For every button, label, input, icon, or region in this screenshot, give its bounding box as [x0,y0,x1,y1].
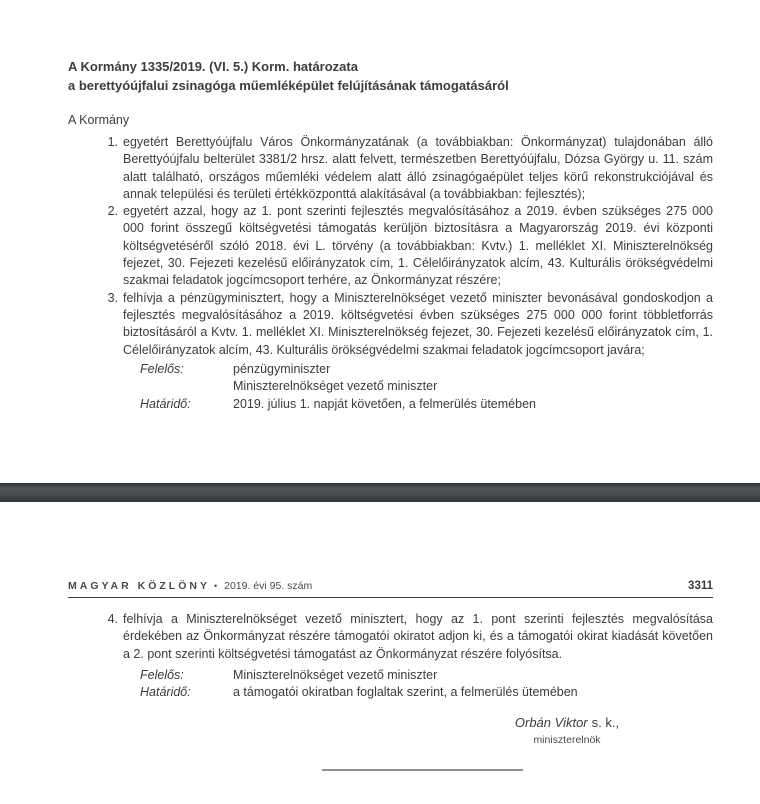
responsible-row [140,361,713,379]
list-item [68,203,713,289]
decree-item-list [68,134,713,359]
item-text: felhívja a pénzügyminisztert, hogy a Miniszterelnökséget vezető miniszter bevonásával gondoskodjon a fejlesztés megvalósításához a 2019. költségvetési évben szükséges 275 000 000 forint többletforrás biztosításáról a Kvtv. 1. melléklet XI. Miniszterelnökség fejezet, 30. Fejezeti kezelésű előirányzatok cím, 1. Célelőirányzatok alcím, 43. Kulturális örökségvédelmi szakmai feladatok jogcímcsoport javára; [123,290,713,357]
signature-suffix: s. k., [591,714,620,730]
responsibility-block [140,361,713,414]
decree-title-line1: A Kormány 1335/2019. (VI. 5.) Korm. határozata [68,59,358,74]
responsible-value: Miniszterelnökséget vezető miniszter [233,667,438,682]
list-item [68,611,713,663]
signature-line [437,715,697,730]
responsibility-block [140,667,713,702]
bullet-separator: • [213,581,218,591]
deadline-label: Határidő: [140,396,191,411]
section-end-divider [322,769,523,771]
item-number: 3. [107,290,118,305]
document-page-2 [0,502,760,804]
list-item [68,134,713,203]
deadline-value: 2019. július 1. napját követően, a felmerülés ütemében [233,396,536,411]
item-number: 1. [107,135,118,149]
item-text: felhívja a Miniszterelnökséget vezető minisztert, hogy az 1. pont szerinti fejlesztés megvalósítása érdekében az Önkormányzat részére támogatói okiratot adjon ki, és a támogatói okirat kiadását követően a 2. pont szerinti költségvetési támogatást az Önkormányzat részére folyósítsa. [123,612,713,661]
responsible-row [140,378,713,396]
deadline-label: Határidő: [140,685,191,700]
signature-block [437,715,697,746]
decree-title [68,57,713,95]
journal-header [68,580,713,598]
journal-name: MAGYAR KÖZLÖNY [68,580,210,592]
item-text: egyetért Berettyóújfalu Város Önkormányzatának (a továbbiakban: Önkormányzat) tulajdonában álló Berettyóújfalu belterület 3381/2 hrsz. alatt felvett, természetben Berettyóújfalu, Dózsa György u. 11. szám alatt található, országos műemléki védelem alatt álló zsinagógaépület teljes körű rekonstrukciójával és annak települési és területi értékközponttá alakításával (a továbbiakban: fejlesztés); [123,135,713,201]
signature-title: miniszterelnök [533,733,601,746]
signature-name: Orbán Viktor [514,714,588,730]
list-item [68,290,713,359]
item-number: 4. [107,612,118,626]
intro-text: A Kormány [68,113,130,127]
deadline-value: a támogatói okiratban foglaltak szerint, a felmerülés ütemében [233,685,578,700]
responsible-label-empty [140,378,233,396]
decree-title-line2: a berettyóújfalui zsinagóga műemléképület felújításának támogatásáról [68,78,509,93]
responsible-value: Miniszterelnökséget vezető miniszter [233,379,438,394]
issue-label: 2019. évi 95. szám [224,580,313,592]
page-number: 3311 [688,580,713,592]
deadline-row [140,396,713,414]
responsible-row [140,667,713,685]
responsible-label: Felelős: [140,361,184,376]
item-text: egyetért azzal, hogy az 1. pont szerinti fejlesztés megvalósításához a 2019. évben szükséges 275 000 000 forint összegű költségvetési támogatás kerüljön biztosításra a Magyarország 2019. évi központi költségvetéséről szóló 2018. évi L. törvény (a továbbiakban: Kvtv.) 1. melléklet XI. Miniszterelnökség fejezet, 30. Fejezeti kezelésű előirányzatok cím, 1. Célelőirányzatok alcím, 43. Kulturális örökségvédelmi szakmai feladatok jogcímcsoport terhére, az Önkormányzat részére; [123,204,713,288]
responsible-label: Felelős: [140,667,184,682]
deadline-row [140,684,713,702]
page-separator-bar [0,483,760,502]
journal-header-left [68,580,312,592]
item-number: 2. [107,204,118,219]
responsible-value: pénzügyminiszter [233,361,331,376]
decree-item-list [68,611,713,663]
